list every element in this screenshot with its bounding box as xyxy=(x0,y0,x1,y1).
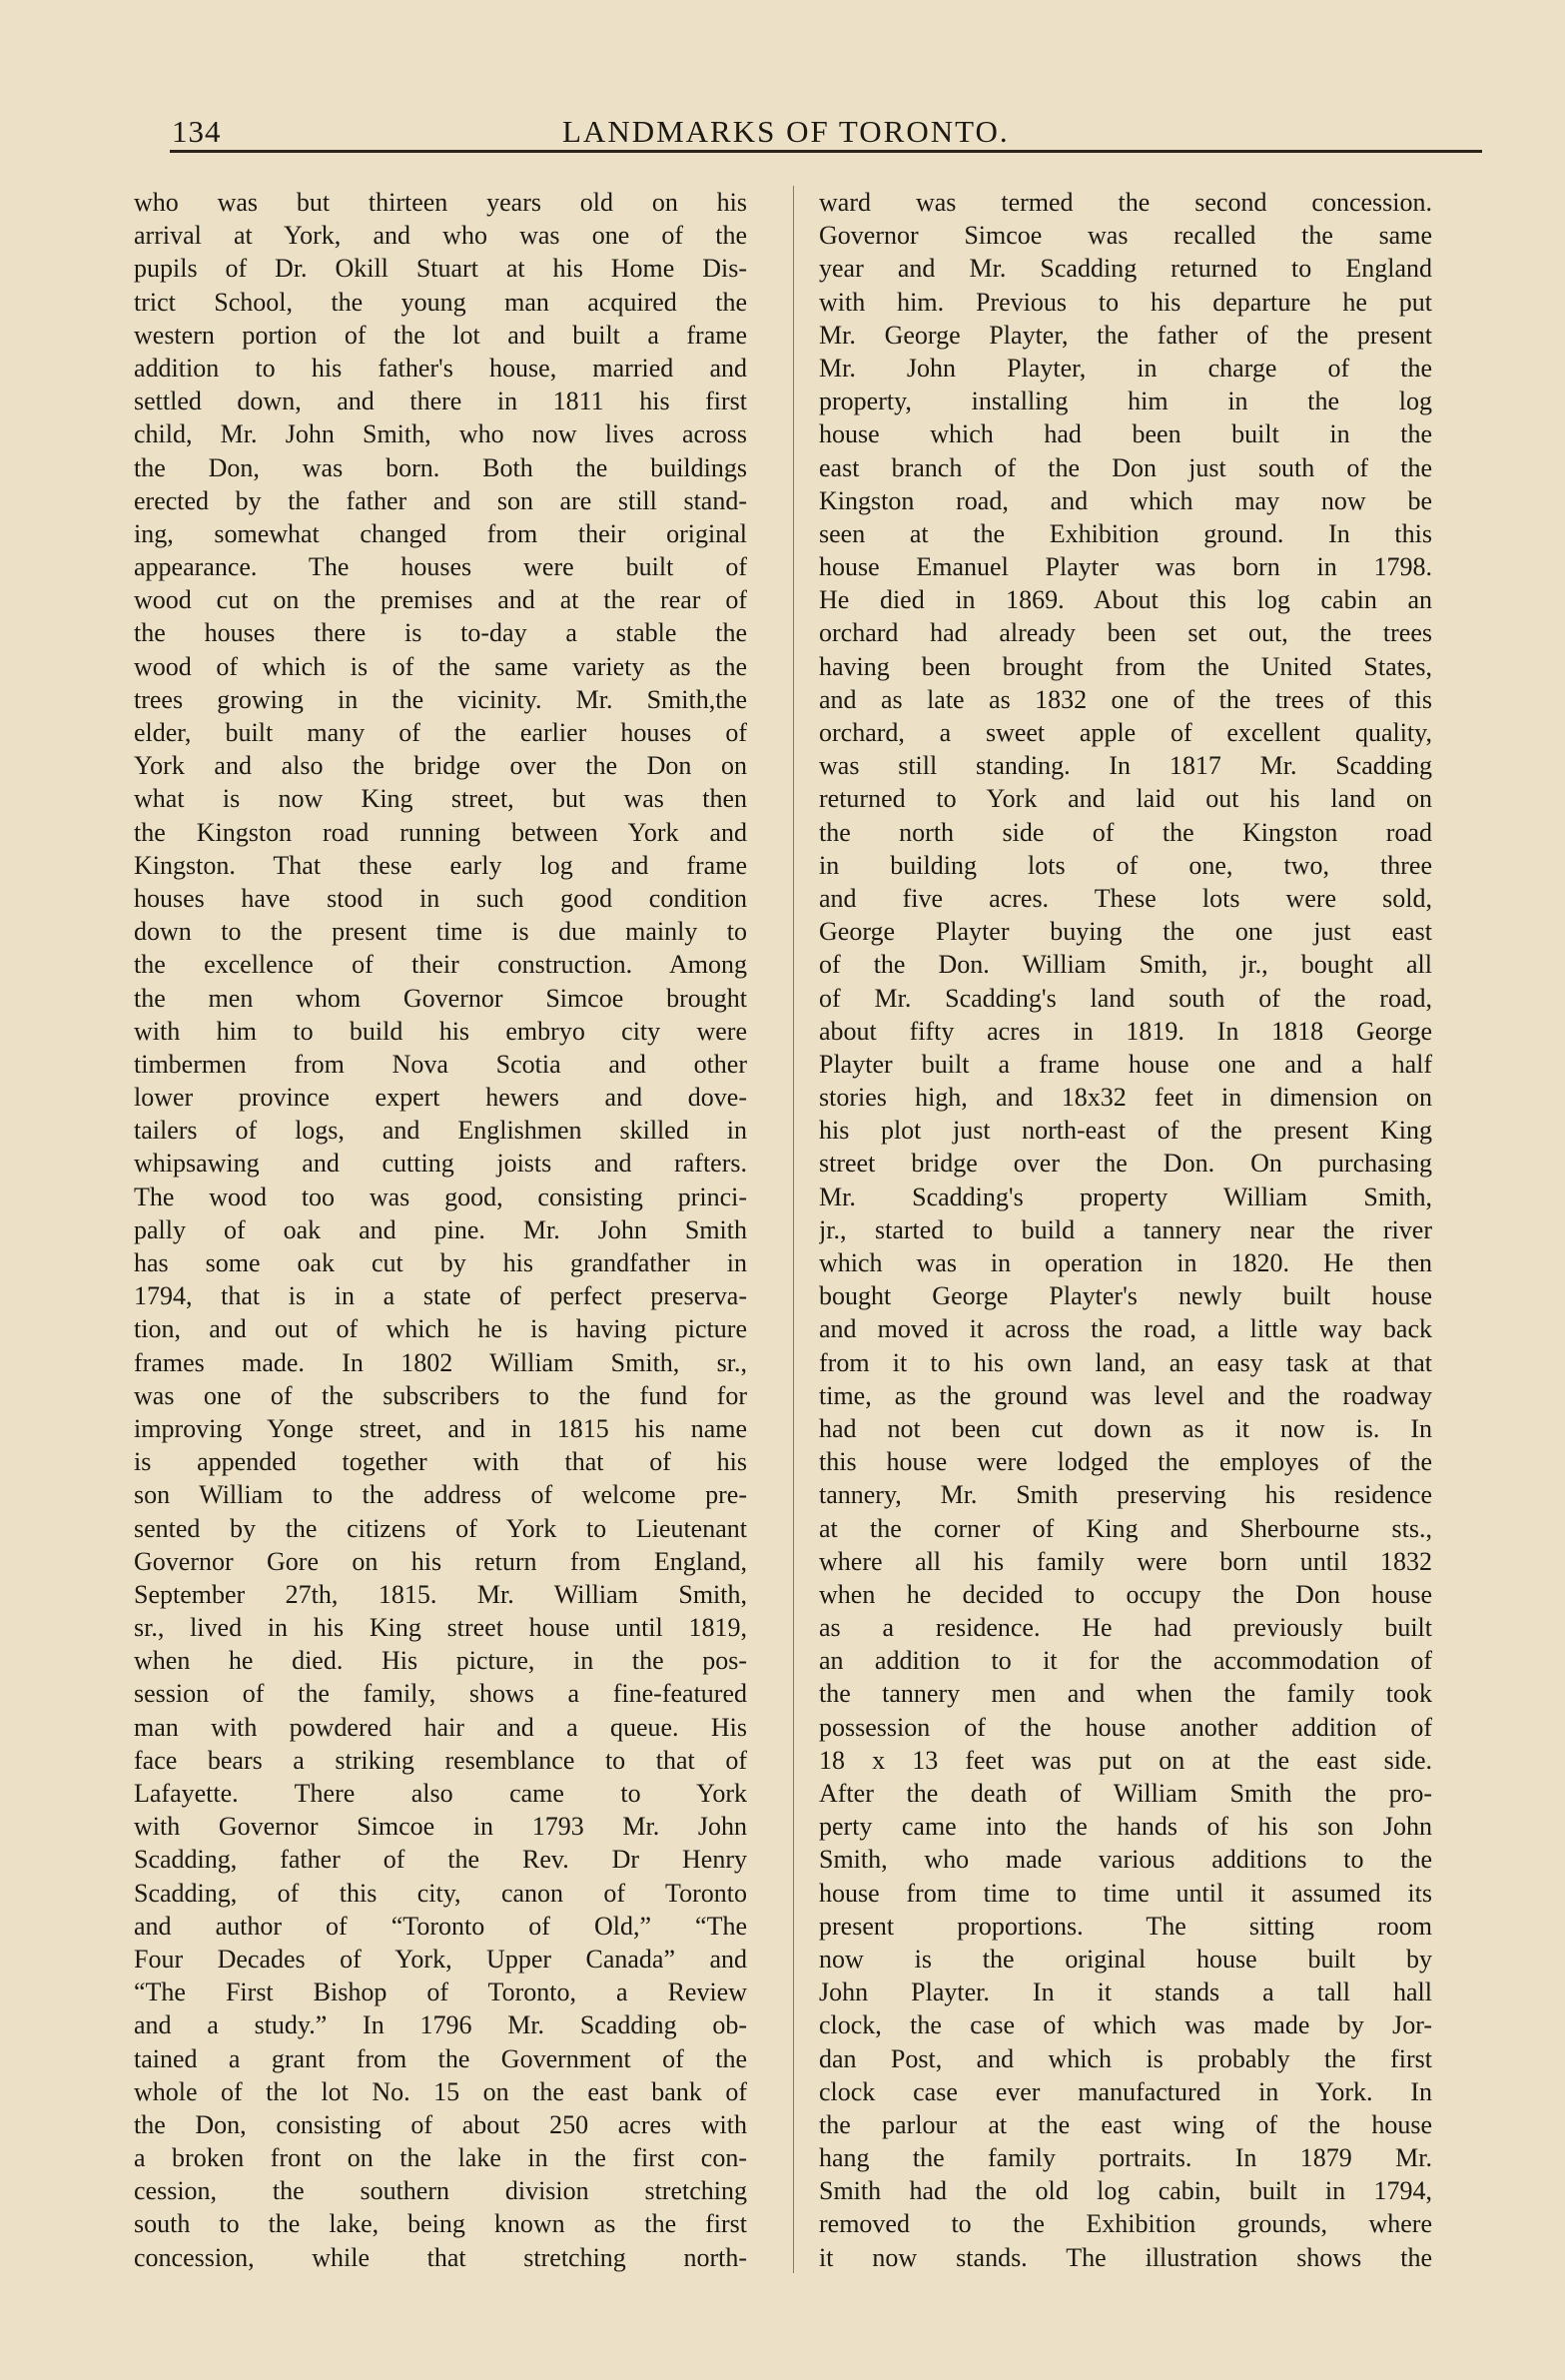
text-line: Mr. Scadding's property William Smith, xyxy=(819,1182,1432,1211)
text-line: when he died. His picture, in the pos- xyxy=(134,1646,747,1676)
text-line: who was but thirteen years old on his xyxy=(134,188,747,217)
text-line: Scadding, father of the Rev. Dr Henry xyxy=(134,1845,747,1875)
text-line: Kingston road, and which may now be xyxy=(819,485,1432,515)
text-line: orchard had already been set out, the trees xyxy=(819,618,1432,648)
text-line: face bears a striking resemblance to that of xyxy=(134,1745,747,1775)
running-title: LANDMARKS OF TORONTO. xyxy=(562,114,1010,149)
text-line: elder, built many of the earlier houses of xyxy=(134,718,747,747)
text-line: with him. Previous to his departure he put xyxy=(819,287,1432,317)
text-line: sr., lived in his King street house until 1819, xyxy=(134,1613,747,1643)
text-line: son William to the address of welcome pre- xyxy=(134,1480,747,1510)
text-line: man with powdered hair and a queue. His xyxy=(134,1712,747,1742)
text-line: with Governor Simcoe in 1793 Mr. John xyxy=(134,1812,747,1842)
text-line: timbermen from Nova Scotia and other xyxy=(134,1049,747,1079)
text-line: down to the present time is due mainly to xyxy=(134,917,747,947)
text-line: He died in 1869. About this log cabin an xyxy=(819,585,1432,615)
text-line: the Don, consisting of about 250 acres with xyxy=(134,2109,747,2139)
text-line: settled down, and there in 1811 his first xyxy=(134,387,747,416)
text-line: is appended together with that of his xyxy=(134,1447,747,1477)
text-line: an addition to it for the accommodation of xyxy=(819,1646,1432,1676)
text-line: his plot just north-east of the present King xyxy=(819,1116,1432,1146)
text-line: where all his family were born until 1832 xyxy=(819,1546,1432,1576)
text-line: western portion of the lot and built a frame xyxy=(134,320,747,350)
text-line: street bridge over the Don. On purchasing xyxy=(819,1149,1432,1179)
text-line: at the corner of King and Sherbourne sts., xyxy=(819,1513,1432,1543)
text-line: time, as the ground was level and the roadway xyxy=(819,1380,1432,1410)
text-line: the parlour at the east wing of the house xyxy=(819,2109,1432,2139)
text-line: arrival at York, and who was one of the xyxy=(134,221,747,251)
text-line: pupils of Dr. Okill Stuart at his Home Dis- xyxy=(134,254,747,284)
text-line: houses have stood in such good condition xyxy=(134,883,747,913)
text-line: jr., started to build a tannery near the river xyxy=(819,1214,1432,1244)
text-line: having been brought from the United States, xyxy=(819,651,1432,681)
text-line: Mr. John Playter, in charge of the xyxy=(819,353,1432,383)
text-line: about fifty acres in 1819. In 1818 George xyxy=(819,1016,1432,1046)
text-line: tion, and out of which he is having picture xyxy=(134,1314,747,1344)
text-line: returned to York and laid out his land on xyxy=(819,784,1432,814)
text-line: After the death of William Smith the pro- xyxy=(819,1779,1432,1808)
text-line: Smith, who made various additions to the xyxy=(819,1845,1432,1875)
text-line: appearance. The houses were built of xyxy=(134,552,747,582)
text-line: clock case ever manufactured in York. In xyxy=(819,2076,1432,2106)
text-line: the excellence of their construction. Among xyxy=(134,950,747,980)
text-line: tained a grant from the Government of the xyxy=(134,2043,747,2073)
text-line: Mr. George Playter, the father of the present xyxy=(819,320,1432,350)
text-line: bought George Playter's newly built house xyxy=(819,1281,1432,1311)
text-line: 18 x 13 feet was put on at the east side. xyxy=(819,1745,1432,1775)
text-line: 1794, that is in a state of perfect preserva- xyxy=(134,1281,747,1311)
text-line: south to the lake, being known as the first xyxy=(134,2209,747,2239)
text-line: of Mr. Scadding's land south of the road, xyxy=(819,983,1432,1013)
text-line: frames made. In 1802 William Smith, sr., xyxy=(134,1347,747,1377)
text-line: the Kingston road running between York and xyxy=(134,817,747,847)
text-line: in building lots of one, two, three xyxy=(819,850,1432,880)
text-line: Governor Simcoe was recalled the same xyxy=(819,221,1432,251)
text-line: John Playter. In it stands a tall hall xyxy=(819,1978,1432,2007)
column-divider xyxy=(793,186,794,2273)
text-line: concession, while that stretching north- xyxy=(134,2242,747,2272)
text-line: Playter built a frame house one and a half xyxy=(819,1049,1432,1079)
text-line: trict School, the young man acquired the xyxy=(134,287,747,317)
text-line: tannery, Mr. Smith preserving his residence xyxy=(819,1480,1432,1510)
text-line: now is the original house built by xyxy=(819,1944,1432,1974)
text-line: “The First Bishop of Toronto, a Review xyxy=(134,1978,747,2007)
text-line: when he decided to occupy the Don house xyxy=(819,1579,1432,1609)
text-line: Governor Gore on his return from England, xyxy=(134,1546,747,1576)
text-line: year and Mr. Scadding returned to England xyxy=(819,254,1432,284)
text-line: September 27th, 1815. Mr. William Smith, xyxy=(134,1579,747,1609)
text-line: with him to build his embryo city were xyxy=(134,1016,747,1046)
text-line: hang the family portraits. In 1879 Mr. xyxy=(819,2143,1432,2173)
right-text-column xyxy=(819,186,1432,2274)
text-line: house from time to time until it assumed its xyxy=(819,1878,1432,1908)
text-line: and a study.” In 1796 Mr. Scadding ob- xyxy=(134,2010,747,2040)
text-line: stories high, and 18x32 feet in dimension on xyxy=(819,1083,1432,1113)
text-line: the houses there is to-day a stable the xyxy=(134,618,747,648)
text-line: Four Decades of York, Upper Canada” and xyxy=(134,1944,747,1974)
text-line: of the Don. William Smith, jr., bought all xyxy=(819,950,1432,980)
text-line: child, Mr. John Smith, who now lives across xyxy=(134,419,747,449)
text-line: whipsawing and cutting joists and rafters. xyxy=(134,1149,747,1179)
text-line: whole of the lot No. 15 on the east bank of xyxy=(134,2076,747,2106)
text-line: from it to his own land, an easy task at that xyxy=(819,1347,1432,1377)
text-line: the tannery men and when the family took xyxy=(819,1679,1432,1709)
text-line: seen at the Exhibition ground. In this xyxy=(819,518,1432,548)
text-line: was still standing. In 1817 Mr. Scadding xyxy=(819,751,1432,781)
text-line: east branch of the Don just south of the xyxy=(819,452,1432,482)
text-line: sented by the citizens of York to Lieutenant xyxy=(134,1513,747,1543)
text-line: cession, the southern division stretching xyxy=(134,2176,747,2206)
text-line: was one of the subscribers to the fund for xyxy=(134,1380,747,1410)
text-line: present proportions. The sitting room xyxy=(819,1911,1432,1941)
left-text-column xyxy=(134,186,747,2274)
text-line: improving Yonge street, and in 1815 his name xyxy=(134,1413,747,1443)
text-line: and moved it across the road, a little way back xyxy=(819,1314,1432,1344)
text-line: session of the family, shows a fine-featured xyxy=(134,1679,747,1709)
text-line: which was in operation in 1820. He then xyxy=(819,1248,1432,1277)
text-line: possession of the house another addition of xyxy=(819,1712,1432,1742)
text-line: perty came into the hands of his son John xyxy=(819,1812,1432,1842)
text-line: removed to the Exhibition grounds, where xyxy=(819,2209,1432,2239)
text-line: a broken front on the lake in the first con- xyxy=(134,2143,747,2173)
text-line: wood of which is of the same variety as the xyxy=(134,651,747,681)
text-line: lower province expert hewers and dove- xyxy=(134,1083,747,1113)
text-line: tailers of logs, and Englishmen skilled in xyxy=(134,1116,747,1146)
header-rule xyxy=(170,150,1482,153)
text-line: and five acres. These lots were sold, xyxy=(819,883,1432,913)
text-line: what is now King street, but was then xyxy=(134,784,747,814)
text-line: this house were lodged the employes of the xyxy=(819,1447,1432,1477)
text-line: erected by the father and son are still stand- xyxy=(134,485,747,515)
text-line: property, installing him in the log xyxy=(819,387,1432,416)
text-line: dan Post, and which is probably the first xyxy=(819,2043,1432,2073)
text-line: Scadding, of this city, canon of Toronto xyxy=(134,1878,747,1908)
text-line: as a residence. He had previously built xyxy=(819,1613,1432,1643)
text-line: house which had been built in the xyxy=(819,419,1432,449)
text-line: wood cut on the premises and at the rear of xyxy=(134,585,747,615)
text-line: Kingston. That these early log and frame xyxy=(134,850,747,880)
text-line: George Playter buying the one just east xyxy=(819,917,1432,947)
text-line: Lafayette. There also came to York xyxy=(134,1779,747,1808)
page-number: 134 xyxy=(172,114,222,149)
text-line: and as late as 1832 one of the trees of this xyxy=(819,684,1432,714)
text-line: trees growing in the vicinity. Mr. Smith,the xyxy=(134,684,747,714)
text-line: the Don, was born. Both the buildings xyxy=(134,452,747,482)
text-line: York and also the bridge over the Don on xyxy=(134,751,747,781)
text-line: orchard, a sweet apple of excellent quality, xyxy=(819,718,1432,747)
text-line: the north side of the Kingston road xyxy=(819,817,1432,847)
text-line: had not been cut down as it now is. In xyxy=(819,1413,1432,1443)
text-line: the men whom Governor Simcoe brought xyxy=(134,983,747,1013)
text-line: house Emanuel Playter was born in 1798. xyxy=(819,552,1432,582)
text-line: ing, somewhat changed from their original xyxy=(134,518,747,548)
text-line: Smith had the old log cabin, built in 1794, xyxy=(819,2176,1432,2206)
text-line: ward was termed the second concession. xyxy=(819,188,1432,217)
text-line: addition to his father's house, married and xyxy=(134,353,747,383)
text-line: clock, the case of which was made by Jor- xyxy=(819,2010,1432,2040)
text-line: pally of oak and pine. Mr. John Smith xyxy=(134,1214,747,1244)
text-line: has some oak cut by his grandfather in xyxy=(134,1248,747,1277)
text-line: The wood too was good, consisting princi- xyxy=(134,1182,747,1211)
text-line: and author of “Toronto of Old,” “The xyxy=(134,1911,747,1941)
text-line: it now stands. The illustration shows the xyxy=(819,2242,1432,2272)
